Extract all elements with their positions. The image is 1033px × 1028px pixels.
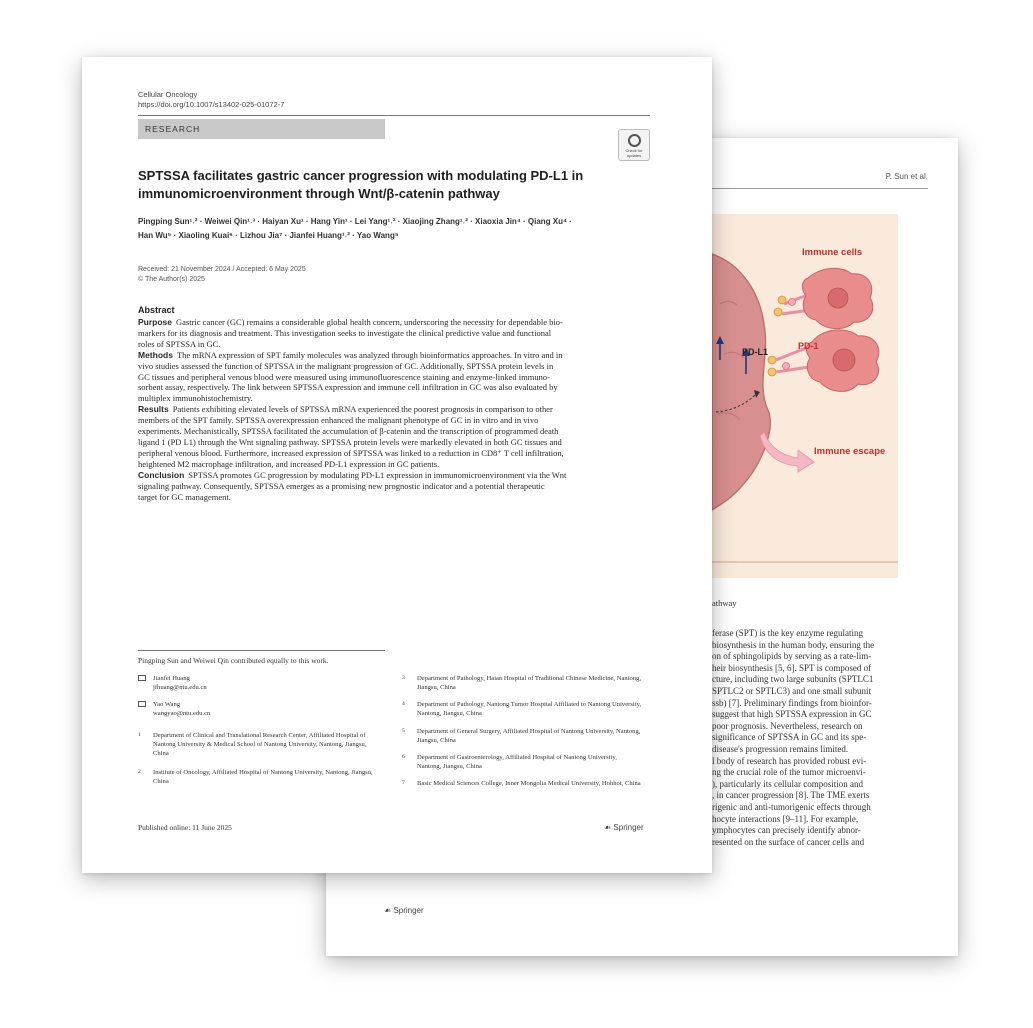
journal-name: Cellular Oncology bbox=[138, 90, 198, 99]
body-line: suggest that high SPTSSA expression in GC bbox=[712, 709, 872, 720]
tumor-cell bbox=[712, 254, 770, 510]
springer-footer bbox=[604, 823, 644, 832]
abstract-line: ligand 1 (PD L1) through the Wnt signaling pathway. SPTSSA protein levels were markedly elevated in both GC tissues and bbox=[138, 436, 562, 447]
correspondence-1 bbox=[138, 674, 378, 692]
footnote-rule bbox=[138, 650, 385, 651]
abstract-line: markers for its diagnosis and treatment. This investigation seeks to investigate the clinical predictive value and functional bbox=[138, 327, 552, 338]
body-text bbox=[712, 628, 898, 848]
body-line: ng the crucial role of the tumor microenvi- bbox=[712, 767, 866, 778]
body-line: poor prognosis. Nevertheless, research on bbox=[712, 720, 863, 731]
springer-wordmark: Springer bbox=[613, 823, 644, 832]
body-line: hocyte interactions [9–11]. For example, bbox=[712, 813, 859, 824]
body-line: ssb) [7]. Preliminary findings from bioinfor- bbox=[712, 697, 872, 708]
section-bar: RESEARCH bbox=[138, 119, 385, 139]
figure-panel bbox=[712, 214, 898, 578]
body-line: ymphocytes can precisely identify abnor- bbox=[712, 825, 861, 836]
authors-line-1: Pingping Sun¹˒² · Weiwei Qin¹˒³ · Haiyan Xu¹ · Hang Yin¹ · Lei Yang¹˒² · Xiaojing Zhang¹˒² · Xiaoxia Jin⁴ · Qiang Xu⁴ · bbox=[138, 217, 572, 226]
body-line: on of sphingolipids by serving as a rate-lim- bbox=[712, 651, 872, 662]
top-rule bbox=[138, 115, 650, 116]
abstract-line: sorbent assay, respectively. The link between SPTSSA expression and immune cell infiltration in GC was also evaluated by bbox=[138, 382, 558, 393]
abstract-line: multiplex immunohistochemistry. bbox=[138, 393, 253, 404]
body-line: rigenic and anti-tumorigenic effects through bbox=[712, 801, 871, 812]
running-head: P. Sun et al. bbox=[885, 172, 928, 181]
abstract-body bbox=[138, 317, 648, 502]
label-immune-escape: Immune escape bbox=[814, 446, 886, 457]
abstract-line: experiments. Mechanistically, SPTSSA facilitated the accumulation of β-catenin and the transcription of programmed death bbox=[138, 426, 559, 437]
journal-info bbox=[138, 90, 284, 110]
received-accepted: Received: 21 November 2024 / Accepted: 6 May 2025 bbox=[138, 266, 306, 273]
authors-line-2: Han Wu⁵ · Xiaoling Kuai⁶ · Lizhou Jia⁷ · Jianfei Huang¹˒² · Yao Wang⁵ bbox=[138, 231, 399, 240]
abstract-heading: Abstract bbox=[138, 305, 175, 315]
abstract-line: target for GC management. bbox=[138, 491, 231, 502]
affiliation-2: 2 Institute of Oncology, Affiliated Hospital of Nantong University, Nantong, Jiangsu, China bbox=[138, 769, 373, 785]
abstract-line: Results Patients exhibiting elevated levels of SPTSSA mRNA experienced the poorest prognosis in comparison to other bbox=[138, 404, 553, 415]
body-line: ), particularly its cellular composition and bbox=[712, 778, 863, 789]
envelope-icon bbox=[138, 701, 146, 707]
label-pd-l1: PD-L1 bbox=[742, 347, 769, 357]
body-line: l body of research has provided robust evi- bbox=[712, 755, 867, 766]
corr-email[interactable]: jfhuang@ntu.edu.cn bbox=[153, 684, 207, 691]
abstract-section-head: Conclusion bbox=[138, 469, 185, 480]
abstract-line: peripheral venous blood. Furthermore, increased expression of SPTSSA was linked to a reduction in CD8⁺ T cell infiltration, bbox=[138, 447, 564, 458]
abstract-line: signaling pathway. Consequently, SPTSSA emerges as a promising new prognostic indicator and a potential therapeutic bbox=[138, 480, 545, 491]
front-page bbox=[82, 57, 712, 873]
doi-link[interactable]: https://doi.org/10.1007/s13402-025-01072-7 bbox=[138, 100, 285, 109]
body-line: disease's progression remains limited. bbox=[712, 743, 849, 754]
body-line: significance of SPTSSA in GC and its spe- bbox=[712, 732, 867, 743]
envelope-icon bbox=[138, 675, 146, 681]
copyright: © The Author(s) 2025 bbox=[138, 276, 205, 283]
springer-logo-icon: ☙ bbox=[604, 823, 614, 832]
body-line: cture, including two large subunits (SPTLC1 bbox=[712, 674, 874, 685]
paper-title: SPTSSA facilitates gastric cancer progression with modulating PD-L1 in immunomicroenvironment through Wnt/β-catenin pathway bbox=[138, 168, 584, 201]
abstract-section-head: Methods bbox=[138, 349, 173, 360]
abstract-line: members of the SPT family. SPTSSA overexpression enhanced the malignant phenotype of GC in in vitro and in vivo bbox=[138, 415, 539, 426]
abstract-section-head: Results bbox=[138, 404, 169, 415]
abstract-line: roles of SPTSSA in GC. bbox=[138, 338, 221, 349]
abstract-section-head: Purpose bbox=[138, 317, 173, 327]
abstract-line: Methods The mRNA expression of SPT family molecules was analyzed through bioinformatics approaches. In vitro and in bbox=[138, 349, 563, 360]
body-line: , in cancer progression [8]. The TME exerts bbox=[712, 790, 870, 801]
correspondence-2 bbox=[138, 700, 378, 718]
abstract-line: vivo studies assessed the function of SPTSSA in the malignant progression of GC. Additionally, SPTSSA protein levels in bbox=[138, 360, 554, 371]
back-footer bbox=[384, 906, 424, 915]
check-updates-text: Check for updates bbox=[625, 148, 643, 158]
affiliation-7: 7 Basic Medical Sciences College, Inner Mongolia Medical University, Hohhot, China bbox=[402, 780, 641, 787]
published-online: Published online: 11 June 2025 bbox=[138, 823, 232, 832]
body-line: ferase (SPT) is the key enzyme regulating bbox=[712, 628, 863, 638]
body-line: heir biosynthesis [5, 6]. SPT is composed of bbox=[712, 662, 872, 673]
abstract-line: Purpose Gastric cancer (GC) remains a considerable global health concern, underscoring the necessity for dependable bio- bbox=[138, 317, 563, 327]
abstract bbox=[138, 305, 648, 502]
body-line: biosynthesis in the human body, ensuring the bbox=[712, 639, 875, 650]
abstract-line: GC tissues and peripheral venous blood were measured using immunofluorescence staining and enzyme-linked immuno- bbox=[138, 371, 550, 382]
affiliation-4: 4 Department of Pathology, Nantong Tumor Hospital Affiliated to Nantong University, Nantong, Jiangsu, China bbox=[402, 701, 642, 717]
figure-illustration bbox=[712, 214, 898, 578]
abstract-line: Conclusion SPTSSA promotes GC progression by modulating PD-L1 expression in immunomicroenvironment via the Wnt bbox=[138, 469, 567, 480]
abstract-line: heightened M2 macrophage infiltration, and increased PD-L1 expression in GC patients. bbox=[138, 458, 440, 469]
affiliation-6: 6 Department of Gastroenterology, Affiliated Hospital of Nantong University, Nantong, Jiangsu, China bbox=[402, 754, 617, 770]
check-updates-icon bbox=[628, 134, 641, 147]
author-list bbox=[138, 215, 648, 243]
springer-wordmark: Springer bbox=[393, 906, 424, 915]
body-line: resented on the surface of cancer cells and bbox=[712, 836, 865, 847]
body-line: SPTLC2 or SPTLC3) and one small subunit bbox=[712, 685, 872, 696]
header-rule bbox=[712, 188, 928, 189]
label-immune-cells: Immune cells bbox=[802, 247, 863, 258]
corr-email[interactable]: wangyao@ntu.edu.cn bbox=[153, 710, 211, 717]
equal-contribution-note: Pingping Sun and Weiwei Qin contributed equally to this work. bbox=[138, 656, 329, 665]
affiliation-5: 5 Department of General Surgery, Affiliated Hospital of Nantong University, Nantong, Jiangsu, China bbox=[402, 728, 641, 744]
publication-dates bbox=[138, 265, 306, 285]
corr-name: Yao Wang bbox=[153, 701, 181, 708]
affiliation-3: 3 Department of Pathology, Haian Hospital of Traditional Chinese Medicine, Nantong, Jiangsu, China bbox=[402, 675, 642, 691]
check-for-updates-badge[interactable] bbox=[618, 129, 650, 161]
corr-name: Jianfei Huang bbox=[153, 675, 190, 682]
affiliation-1: 1 Department of Clinical and Translational Research Center, Affiliated Hospital of Nantong University & Medical School of Nantong University, Nantong, Jiangsu, China bbox=[138, 732, 367, 757]
springer-logo-icon: ☙ bbox=[384, 906, 394, 915]
figure-caption: athway bbox=[712, 598, 737, 608]
label-pd-1: PD-1 bbox=[798, 341, 819, 351]
